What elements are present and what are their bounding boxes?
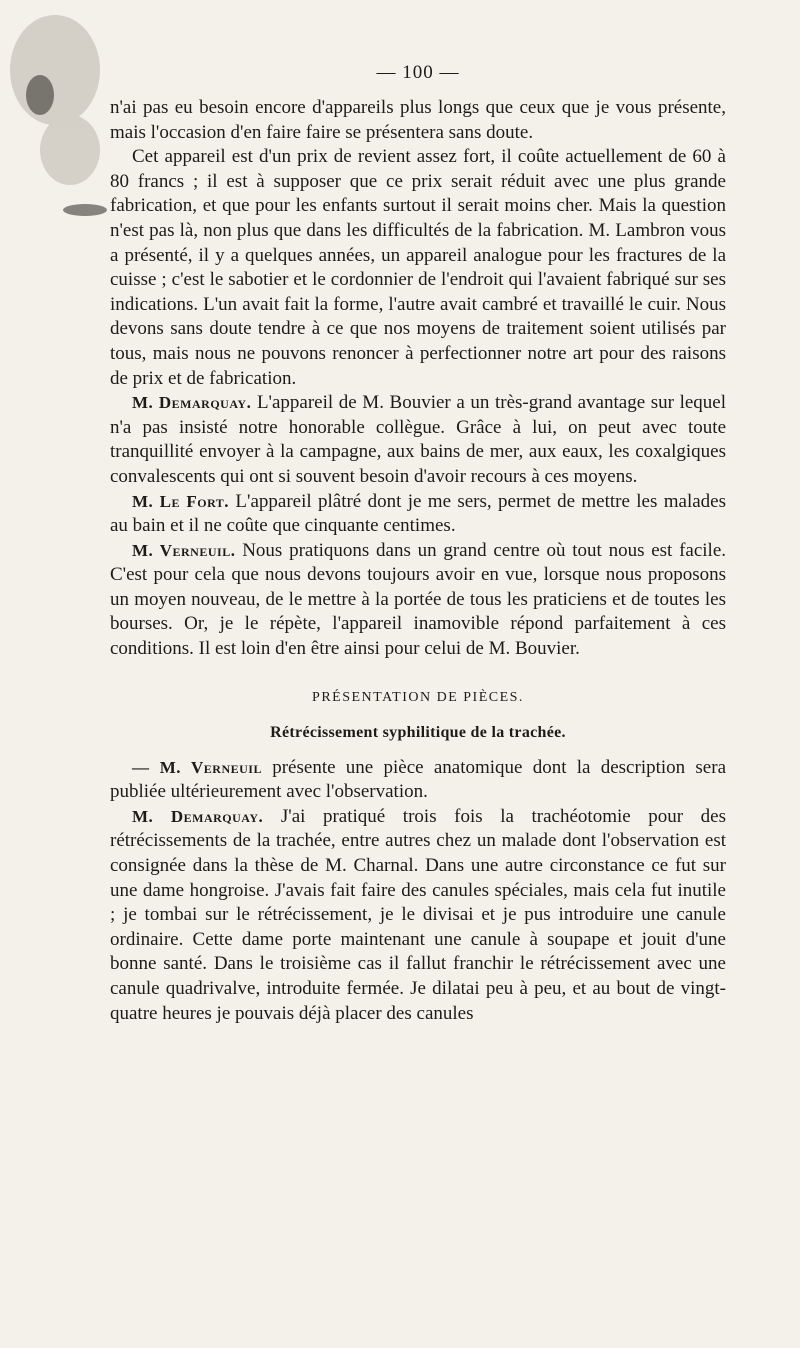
paragraph-text: J'ai pratiqué trois fois la trachéotomie pour des rétrécissements de la trachée, entre autres chez un malade dont l'observation est consignée dans la thèse de M. Charnal. Dans une autre circonstance ce fut sur une dame hongroise. J'avais fait faire des canules spéciales, mais cela fut inutile ; je tombai sur le rétrécissement, je le divisai et je pus introduire une canule ordinaire. Cette dame porte maintenant une canule à soupape et jouit d'une bonne santé. Dans le troisième cas il fallut franchir le rétrécissement avec une canule quadrivalve, introduite fermée. Je dilatai peu à peu, et au bout de vingt-quatre heures je pouvais déjà placer des canules <box>110 805 726 1024</box>
speaker-name: M. Verneuil. <box>132 540 236 560</box>
subsection-title: Rétrécissement syphilitique de la trachée. <box>270 723 566 741</box>
paragraph <box>110 805 726 1026</box>
speaker-name: M. Demarquay. <box>132 806 264 826</box>
paragraph <box>110 756 726 805</box>
paragraph-text: Cet appareil est d'un prix de revient assez fort, il coûte actuellement de 60 à 80 francs ; il est à supposer que ce prix serait réduit avec une plus grande fabrication, et que pour les enfants surtout il serait moins cher. Mais la question n'est pas là, non plus que dans les difficultés de la fabrication. M. Lambron vous a présenté, il y a quelques années, un appareil analogue pour les fractures de la cuisse ; c'est le sabotier et le cordonnier de l'endroit qui l'avaient fabriqué sur ses indications. L'un avait fait la forme, l'autre avait cambré et travaillé le cuir. Nous devons sans doute tendre à ce que nos moyens de traitement soient utilisés par tous, mais nous ne pouvons renoncer à perfectionner notre art pour des raisons de prix et de fabrication. <box>110 146 726 389</box>
speaker-name: M. Demarquay. <box>132 393 252 413</box>
paragraph-text: Nous pratiquons dans un grand centre où tout nous est facile. C'est pour cela que nous devons toujours avoir en vue, lorsque nous proposons un moyen nouveau, de le mettre à la portée de tous les praticiens et de toutes les bourses. Or, je le répète, l'appareil inamovible répond parfaitement à ces conditions. Il est loin d'en être ainsi pour celui de M. Bouvier. <box>110 539 727 660</box>
paragraph <box>110 96 726 145</box>
text-block-top <box>110 96 726 662</box>
speaker-name: — M. Verneuil <box>132 757 262 777</box>
book-page <box>110 62 726 1026</box>
section-title: PRÉSENTATION DE PIÈCES. <box>312 689 524 705</box>
paragraph <box>110 391 726 489</box>
speaker-name: M. Le Fort. <box>132 491 230 511</box>
text-block-bottom <box>110 756 726 1027</box>
paragraph-text: présente une pièce anatomique dont la description sera publiée ultérieurement avec l'observation. <box>110 756 726 803</box>
paragraph-text: n'ai pas eu besoin encore d'appareils plus longs que ceux que je vous présente, mais l'occasion d'en faire faire se présentera sans doute. <box>110 97 726 143</box>
paragraph-text: L'appareil de M. Bouvier a un très-grand avantage sur lequel n'a pas insisté notre honorable collègue. Grâce à lui, on peut avec toute tranquillité envoyer à la campagne, aux bains de mer, aux eaux, les coxalgiques convalescents qui ont si souvent besoin d'avoir recours à ces moyens. <box>110 392 726 487</box>
paragraph <box>110 490 726 539</box>
paragraph <box>110 539 726 662</box>
page-number: — 100 — <box>376 62 460 83</box>
paragraph <box>110 145 726 391</box>
paper-stain-decoration <box>0 0 120 250</box>
paragraph-text: L'appareil plâtré dont je me sers, permet de mettre les malades au bain et il ne coûte que cinquante centimes. <box>110 490 726 537</box>
